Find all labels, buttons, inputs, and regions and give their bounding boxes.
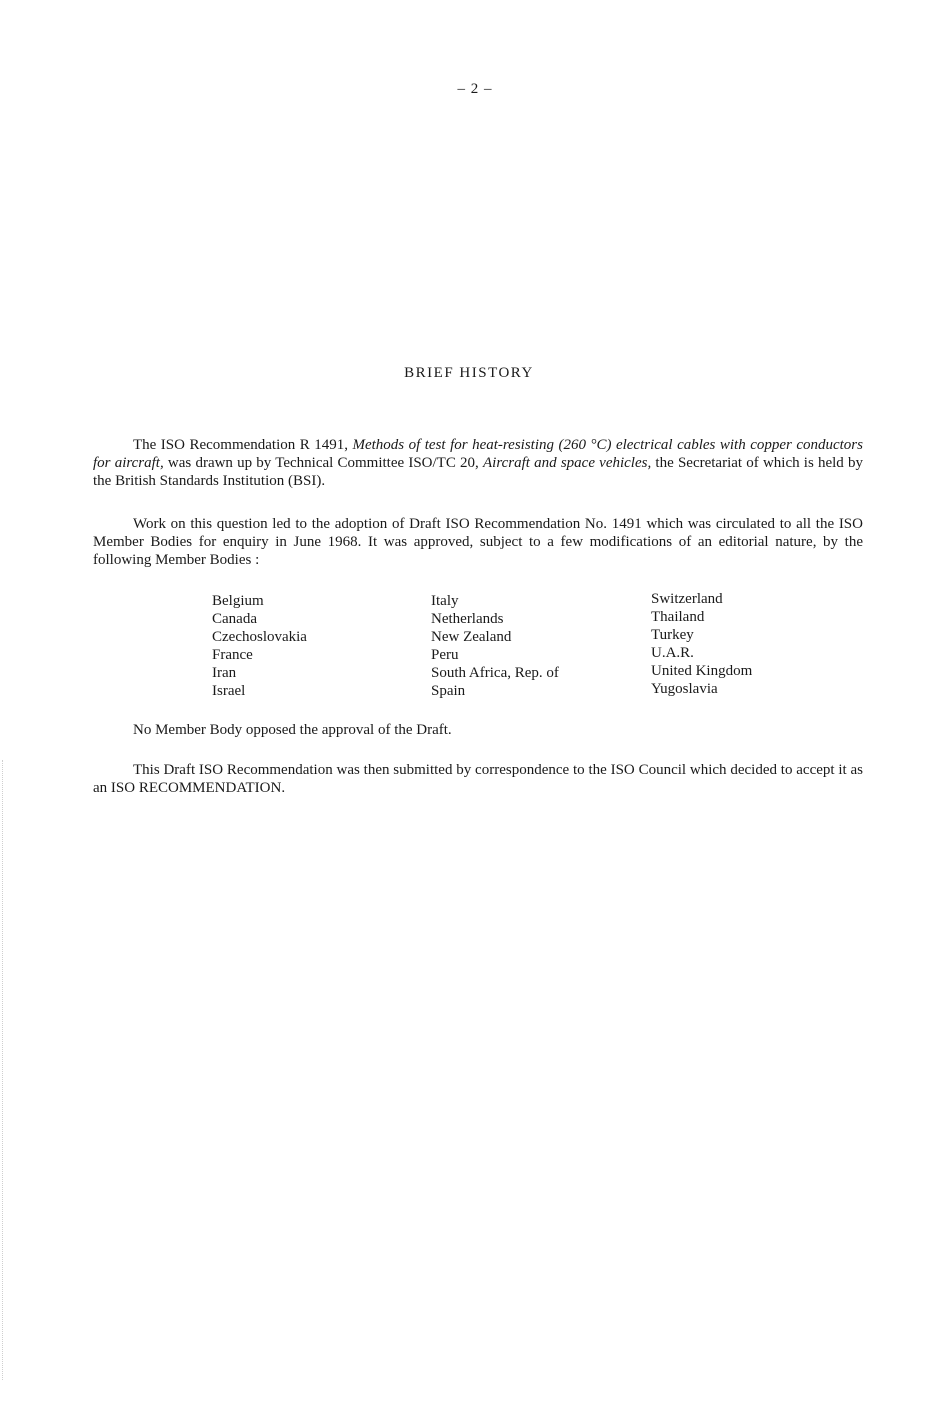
origin-text-b: was drawn up by Technical Committee ISO/TC 20, <box>163 455 483 471</box>
council-decision-text: This Draft ISO Recommendation was then submitted by correspondence to the ISO Council which decided to accept it as an ISO RECOMMENDATION. <box>93 762 863 796</box>
page-number: – 2 – <box>457 81 493 97</box>
member-body: Spain <box>431 683 466 699</box>
scan-edge-line <box>2 760 3 1380</box>
approval-text: Work on this question led to the adoption of Draft ISO Recommendation No. 1491 which was circulated to all the ISO Member Bodies for enquiry in June 1968. It was approved, subject to a few modifications of an editorial nature, by the following Member Bodies : <box>93 516 863 568</box>
member-bodies-list <box>212 591 812 701</box>
origin-text-c: the Secretariat of which is held by the British Standards Institution (BSI). <box>93 455 864 489</box>
member-body: Iran <box>212 665 237 681</box>
committee-title: Aircraft and space vehicles, <box>483 455 652 471</box>
member-column-2 <box>431 592 559 700</box>
member-body: Czechoslovakia <box>212 629 307 645</box>
member-body: Netherlands <box>431 611 504 627</box>
member-body: South Africa, Rep. of <box>431 665 559 681</box>
member-body: New Zealand <box>431 629 512 645</box>
member-column-1 <box>212 592 307 700</box>
paragraph-council-decision <box>93 761 863 797</box>
member-body: Canada <box>212 611 257 627</box>
member-body: Peru <box>431 647 459 663</box>
member-body: Thailand <box>651 609 705 625</box>
section-heading: BRIEF HISTORY <box>404 365 534 381</box>
member-body: Israel <box>212 683 246 699</box>
member-column-3 <box>651 590 752 698</box>
origin-text-a: The ISO Recommendation R 1491, <box>133 437 353 453</box>
member-body: France <box>212 647 253 663</box>
no-opposition-text: No Member Body opposed the approval of the Draft. <box>133 722 452 738</box>
member-body: Yugoslavia <box>651 681 718 697</box>
paragraph-no-opposition <box>93 721 863 739</box>
member-body: U.A.R. <box>651 645 694 661</box>
member-body: Italy <box>431 593 459 609</box>
member-body: Switzerland <box>651 591 723 607</box>
member-body: Turkey <box>651 627 694 643</box>
recommendation-title: Methods of test for heat-resisting (260 °C) electrical cables with copper conductors for aircraft, <box>93 437 863 471</box>
paragraph-approval <box>93 515 863 569</box>
paragraph-origin <box>93 436 863 490</box>
member-body: United Kingdom <box>651 663 753 679</box>
member-body: Belgium <box>212 593 264 609</box>
